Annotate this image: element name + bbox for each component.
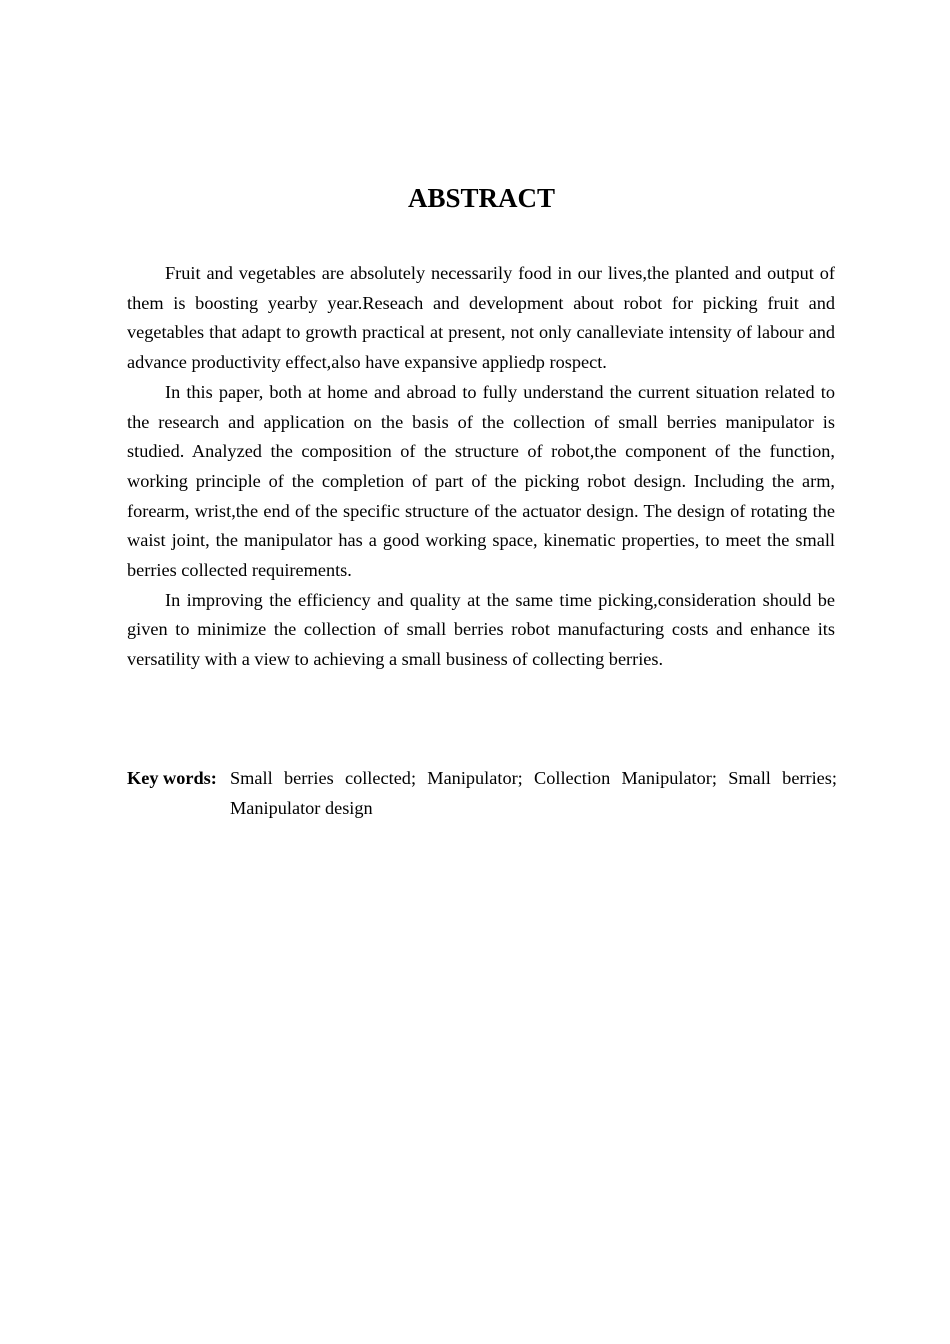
abstract-paragraph-1: Fruit and vegetables are absolutely necessarily food in our lives,the planted and output of them is boosting yearby year.Reseach and development about robot for picking fruit and vegetables that adapt to growth practical at present, not only canalleviate intensity of labour and advance productivity effect,also have expansive appliedp rospect. xyxy=(127,263,835,373)
keywords-section xyxy=(127,764,837,823)
page-title: ABSTRACT xyxy=(407,183,556,213)
keywords-value: Small berries collected; Manipulator; Collection Manipulator; Small berries; Manipulator design xyxy=(230,768,837,818)
keywords-label: Key words: xyxy=(127,768,217,788)
abstract-paragraph-2: In this paper, both at home and abroad to fully understand the current situation related to the research and application on the basis of the collection of small berries manipulator is studied. Analyzed the composition of the structure of robot,the component of the function, working principle of the completion of part of the picking robot design. Including the arm, forearm, wrist,the end of the specific structure of the actuator design. The design of rotating the waist joint, the manipulator has a good working space, kinematic properties, to meet the small berries collected requirements. xyxy=(127,381,835,581)
abstract-body xyxy=(127,259,835,675)
abstract-paragraph-3: In improving the efficiency and quality at the same time picking,consideration should be given to minimize the collection of small berries robot manufacturing costs and enhance its versatility with a view to achieving a small business of collecting berries. xyxy=(127,589,835,670)
